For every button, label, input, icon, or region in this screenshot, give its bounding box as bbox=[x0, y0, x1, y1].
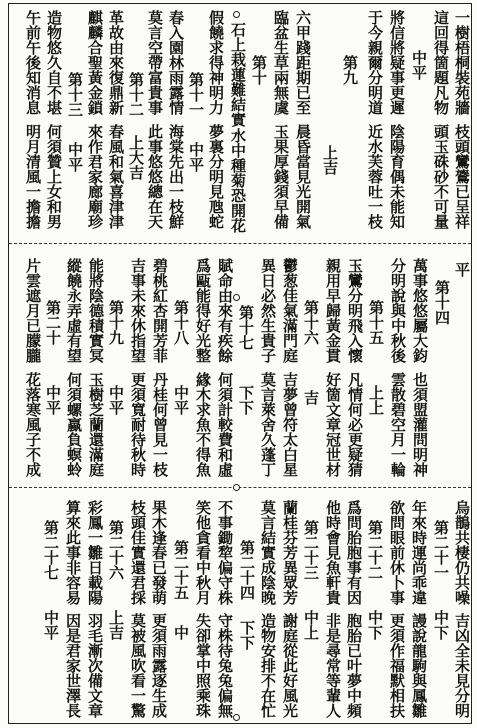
verse-lower: 來作君家廊廟珍 bbox=[86, 124, 104, 229]
verse-lower: 胞胎已叶夢中頻 bbox=[345, 613, 363, 718]
lot-title: 第二十二 bbox=[366, 520, 384, 580]
lot-title: 第十一 bbox=[187, 72, 205, 117]
verse-lower: 守株待兔兔偏無 bbox=[216, 613, 234, 718]
verse-lower: 造物安排不在忙 bbox=[259, 613, 277, 718]
lot-title: 第二十六 bbox=[107, 520, 125, 580]
verse-upper: 一樹梧桐裝苑牆 bbox=[453, 10, 471, 115]
lot-rating: 中 bbox=[172, 625, 190, 640]
verse-upper: 玉鸞分明飛入懷 bbox=[346, 258, 364, 363]
verse-lower: 花落寒風子不成 bbox=[24, 372, 42, 477]
verse-lower: 凡情何必更疑猜 bbox=[346, 372, 364, 477]
verse-upper: 能將陰德積實冥 bbox=[87, 258, 105, 363]
verse-lower: 羽毛漸次備文章 bbox=[86, 613, 104, 718]
verse-lower: 何須螺蠃負螟蛉 bbox=[65, 372, 83, 477]
lot-title: 第十五 bbox=[367, 300, 385, 345]
lot-title: 第十三 bbox=[66, 72, 84, 117]
lot-title: 第十八 bbox=[172, 300, 190, 345]
fold-mark-circle bbox=[233, 11, 240, 18]
verse-lower: 莫被風吹看一驚 bbox=[129, 613, 147, 718]
verse-lower: 更須寬耐待秋時 bbox=[129, 372, 147, 477]
verse-upper: 春入園林雨露情 bbox=[167, 10, 185, 115]
verse-lower: 更須作福默相扶 bbox=[388, 613, 406, 718]
lot-rating: 中平 bbox=[44, 385, 62, 415]
verse-lower: 玉樹芝蘭還滿庭 bbox=[87, 372, 105, 477]
lot-title: 第九 bbox=[341, 55, 359, 85]
verse-lower: 雲散碧空月一輪 bbox=[389, 372, 407, 477]
lot-rating: 平 bbox=[453, 262, 471, 277]
lot-rating: 下下 bbox=[238, 620, 256, 650]
band-divider bbox=[9, 243, 471, 244]
lot-title: 第十 bbox=[250, 55, 268, 85]
verse-lower: 何須贊上女和男 bbox=[45, 124, 63, 229]
verse-upper: 六甲踐距期已至 bbox=[294, 10, 312, 115]
lot-rating: 上吉 bbox=[107, 610, 125, 640]
verse-upper: 革故由來復鼎新 bbox=[107, 10, 125, 115]
verse-lower: 因是君家世澤長 bbox=[64, 613, 82, 718]
verse-lower: 枝頭鸞鷟已呈祥 bbox=[453, 124, 471, 229]
verse-lower: 好箇文章冠世材 bbox=[324, 372, 342, 477]
verse-lower: 夢裏分明見虺蛇 bbox=[207, 124, 225, 229]
lot-title: 第十七 bbox=[237, 305, 255, 350]
verse-upper: 笑他貪看中秋月 bbox=[194, 500, 212, 605]
verse-lower: 海棠先出一枝鮮 bbox=[167, 124, 185, 229]
verse-lower: 失卻掌中照乘珠 bbox=[194, 613, 212, 718]
verse-lower: 晨昏當見光開氣 bbox=[294, 124, 312, 229]
lot-title: 第二十五 bbox=[172, 540, 190, 600]
lot-title: 第十九 bbox=[107, 300, 125, 345]
verse-upper: 鬱葱佳氣滿門庭 bbox=[281, 258, 299, 363]
verse-lower: 頭玉硃砂不可量 bbox=[432, 124, 450, 229]
verse-lower: 明月清風一擔擔 bbox=[24, 124, 42, 229]
fold-mark-circle bbox=[233, 294, 240, 301]
lot-rating: 下下 bbox=[237, 385, 255, 415]
verse-lower: 近水芙蓉吐一枝 bbox=[366, 124, 384, 229]
verse-lower: 吉凶全未見分明 bbox=[453, 613, 471, 718]
verse-upper: 他時會見魚軒貴 bbox=[324, 500, 342, 605]
lot-title: 第二十四 bbox=[238, 540, 256, 600]
verse-upper: 臨盆生草兩無虞 bbox=[272, 10, 290, 115]
lot-title: 第十二 bbox=[127, 72, 145, 117]
verse-upper: 將信將疑事更遲 bbox=[388, 10, 406, 115]
verse-upper: 烏鵲共棲仍共噪 bbox=[453, 500, 471, 605]
verse-lower: 春風和氣喜津津 bbox=[107, 124, 125, 229]
lot-title: 第十六 bbox=[302, 300, 320, 345]
lot-title: 第二十三 bbox=[302, 520, 320, 580]
verse-upper: 爲甌能得好光整 bbox=[194, 258, 212, 363]
verse-upper: 莫言空帶富貴事 bbox=[146, 10, 164, 115]
lot-rating: 吉 bbox=[302, 390, 320, 405]
verse-upper: 欲問眼前休卜事 bbox=[388, 500, 406, 605]
verse-upper: 爲問胎胞事有因 bbox=[345, 500, 363, 605]
verse-lower: 更須雨露逐生成 bbox=[150, 613, 168, 718]
verse-upper: 假饒求得神明力 bbox=[207, 10, 225, 115]
verse-upper: 異日必然生貴子 bbox=[259, 258, 277, 363]
verse-lower: 此事悠悠總在天 bbox=[146, 124, 164, 229]
verse-upper: 果木逢春已發萌 bbox=[150, 500, 168, 605]
verse-upper: 親用早歸黃金貫 bbox=[324, 258, 342, 363]
fold-mark-circle bbox=[233, 484, 240, 491]
verse-lower: 謝庭從此好風光 bbox=[281, 613, 299, 718]
lot-rating: 中下 bbox=[432, 610, 450, 640]
verse-upper: 碧桃紅杏開芳菲 bbox=[151, 258, 169, 363]
verse-upper: 造物悠久自不堪 bbox=[45, 10, 63, 115]
verse-upper: 這回得箇題凡物 bbox=[432, 10, 450, 115]
verse-upper: 午前午後知消息 bbox=[24, 10, 42, 115]
lot-rating: 中平 bbox=[42, 610, 60, 640]
verse-upper: 算來此事非容易 bbox=[64, 500, 82, 605]
lot-rating: 中平 bbox=[66, 142, 84, 172]
verse-lower: 水中種菊恐開花 bbox=[229, 128, 247, 233]
verse-lower: 何須計較費和虛 bbox=[216, 372, 234, 477]
lot-rating: 中上 bbox=[302, 610, 320, 640]
verse-upper: 分明說與中秋後 bbox=[389, 258, 407, 363]
band-divider bbox=[9, 487, 471, 488]
lot-title: 第十四 bbox=[433, 280, 451, 325]
verse-upper: 蘭桂芬芳異眾芳 bbox=[281, 500, 299, 605]
lot-rating: 中下 bbox=[366, 610, 384, 640]
verse-lower: 玉果厚錢須早備 bbox=[272, 124, 290, 229]
verse-lower: 謾說龍駒與鳳雛 bbox=[410, 613, 428, 718]
verse-upper: 縱饒永弄虛有望 bbox=[65, 258, 83, 363]
lot-rating: 上大吉 bbox=[127, 135, 145, 180]
lot-rating: 上上 bbox=[367, 385, 385, 415]
verse-lower: 也須盟灌問明神 bbox=[411, 372, 429, 477]
verse-lower: 緣木求魚不得魚 bbox=[194, 372, 212, 477]
lot-rating: 上吉 bbox=[321, 145, 339, 175]
verse-lower: 陰陽育偶未能知 bbox=[388, 124, 406, 229]
lot-rating: 中平 bbox=[172, 385, 190, 415]
fold-mark-circle bbox=[233, 714, 240, 721]
verse-lower: 丹桂何曾見一枝 bbox=[151, 372, 169, 477]
verse-upper: 枝頭佳實還君採 bbox=[129, 500, 147, 605]
lot-rating: 中平 bbox=[410, 50, 428, 80]
verse-upper: 彩鳳一雛日載陽 bbox=[86, 500, 104, 605]
verse-upper: 石上栽蓮難結實 bbox=[229, 22, 247, 127]
verse-upper: 麒麟合聖黃金鎖 bbox=[86, 10, 104, 115]
lot-title: 第二十一 bbox=[432, 520, 450, 580]
verse-upper: 賦命由來有疾餘 bbox=[216, 258, 234, 363]
verse-upper: 萬事悠悠屬大鈞 bbox=[411, 258, 429, 363]
lot-title: 第二十七 bbox=[42, 520, 60, 580]
verse-upper: 于今親爾分明道 bbox=[366, 10, 384, 115]
verse-lower: 吉夢曾符太白星 bbox=[281, 372, 299, 477]
verse-lower: 非是尋常等輩人 bbox=[324, 613, 342, 718]
verse-upper: 片雲遮月已朦朧 bbox=[24, 258, 42, 363]
lot-title: 第二十 bbox=[44, 300, 62, 345]
verse-upper: 不事鋤犂偏守株 bbox=[216, 500, 234, 605]
lot-rating: 中平 bbox=[187, 142, 205, 172]
lot-rating: 中平 bbox=[107, 385, 125, 415]
verse-upper: 年來時運尚乖違 bbox=[410, 500, 428, 605]
verse-lower: 莫言萊舍久蓬丁 bbox=[259, 372, 277, 477]
verse-upper: 吉事未來休指望 bbox=[129, 258, 147, 363]
verse-upper: 莫言結實成陰晚 bbox=[259, 500, 277, 605]
